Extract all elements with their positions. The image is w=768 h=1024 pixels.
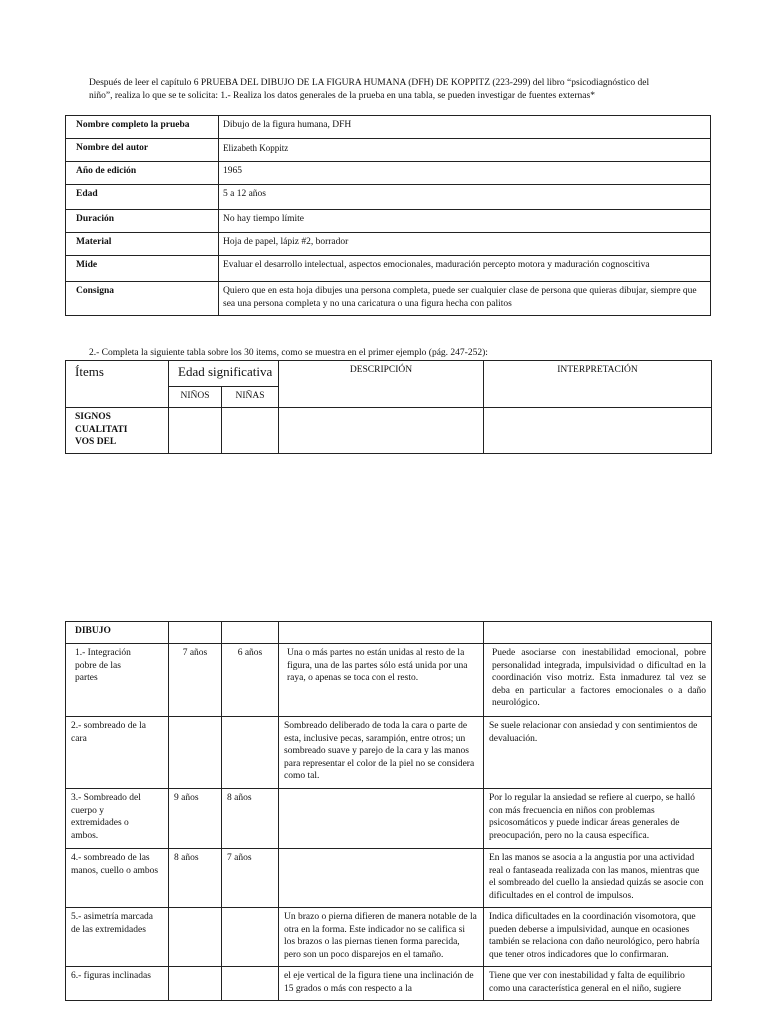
label-mide: Mide	[66, 256, 219, 282]
item-ninas	[222, 908, 279, 967]
item-name-text: 3.- Sombreado del cuerpo y extremidades o ambos.	[71, 793, 141, 841]
item-descripcion: Una o más partes no están unidas al resto de la figura, una de las partes sólo está unida por una raya, o apenas se toca con el resto.	[279, 644, 484, 717]
item-ninas: 7 años	[222, 849, 279, 908]
item-ninas	[222, 967, 279, 1001]
value-material: Hoja de papel, lápiz #2, borrador	[219, 233, 711, 256]
value-consigna: Quiero que en esta hoja dibujes una persona completa, puede ser cualquier clase de persona que quieras dibujar, siempre que sea una persona completa y no una caricatura o una figura hecha con palitos	[219, 282, 711, 316]
label-nombre-prueba: Nombre completo la prueba	[66, 116, 219, 139]
value-autor: Elizabeth Koppitz	[219, 139, 711, 162]
value-mide: Evaluar el desarrollo intelectual, aspectos emocionales, maduración percepto motora y maduración cognoscitiva	[219, 256, 711, 282]
item-ninos: 7 años	[169, 644, 222, 717]
item-ninos: 8 años	[169, 849, 222, 908]
empty-cell	[484, 622, 712, 644]
label-anio: Año de edición	[66, 162, 219, 185]
label-edad: Edad	[66, 185, 219, 210]
value-nombre-prueba: Dibujo de la figura humana, DFH	[219, 116, 711, 139]
item-name: 5.- asimetría marcada de las extremidades	[66, 908, 169, 967]
item-name-text: 1.- Integración pobre de las partes	[75, 648, 131, 683]
table-row	[66, 717, 712, 789]
empty-cell	[169, 622, 222, 644]
table-row	[66, 849, 712, 908]
value-anio: 1965	[219, 162, 711, 185]
item-interpretacion: Se suele relacionar con ansiedad y con sentimientos de devaluación.	[484, 717, 712, 789]
items-header-spacer	[66, 387, 169, 408]
item-ninos	[169, 967, 222, 1001]
empty-cell	[222, 408, 279, 454]
item-interpretacion: En las manos se asocia a la angustia por una actividad real o fantaseada realizada con las manos, mientras que el sombreado del cuello la ansiedad quizás se asocie con dificultades en el control de impulsos.	[484, 849, 712, 908]
item-ninos	[169, 717, 222, 789]
descripcion-header: DESCRIPCIÓN	[279, 361, 484, 387]
items-header: Ítems	[66, 361, 169, 387]
item-interpretacion: Puede asociarse con inestabilidad emocional, pobre personalidad integrada, impulsividad o dificultad en la coordinación viso motriz. Esta inmadurez tal vez se deba en particular a factores emocionales o a daño neurológico.	[484, 644, 712, 717]
empty-cell	[484, 408, 712, 454]
item-ninos: 9 años	[169, 789, 222, 849]
item-descripcion: Sombreado deliberado de toda la cara o parte de esta, inclusive pecas, sarampión, entre otros; un sombreado suave y parejo de la cara y las manos para representar el color de la piel no se considera como tal.	[279, 717, 484, 789]
item-ninas: 6 años	[222, 644, 279, 717]
item-descripcion: el eje vertical de la figura tiene una inclinación de 15 grados o más con respecto a la	[279, 967, 484, 1001]
label-consigna: Consigna	[66, 282, 219, 316]
interpretacion-header: INTERPRETACIÓN	[484, 361, 712, 387]
dibujo-label: DIBUJO	[66, 622, 169, 644]
general-data-table	[65, 115, 711, 316]
label-duracion: Duración	[66, 210, 219, 233]
empty-cell	[279, 622, 484, 644]
empty-cell	[169, 408, 222, 454]
item-name	[66, 789, 169, 849]
item-name: 4.- sombreado de las manos, cuello o ambos	[66, 849, 169, 908]
item-name: 2.- sombreado de la cara	[66, 717, 169, 789]
item-name	[66, 644, 169, 717]
item-name: 6.- figuras inclinadas	[66, 967, 169, 1001]
item-interpretacion: Tiene que ver con inestabilidad y falta de equilibrio como una característica general en el niño, sugiere	[484, 967, 712, 1001]
label-autor: Nombre del autor	[66, 139, 219, 162]
edad-significativa-header: Edad significativa	[169, 361, 279, 387]
instructions-text: Después de leer el capítulo 6 PRUEBA DEL DIBUJO DE LA FIGURA HUMANA (DFH) DE KOPPITZ (223-299) del libro “psicodiagnóstico del niño”, realiza lo que se te solicita: 1.- Realiza los datos generales de la prueba en una tabla, se pueden investigar de fuentes externas*	[89, 78, 650, 101]
items-table	[65, 621, 712, 1001]
item-interpretacion: Indica dificultades en la coordinación visomotora, que pueden deberse a impulsividad, aunque en ocasiones también se relaciona con daño neurológico, pero habría que tener otros indicadores que lo confirmaran.	[484, 908, 712, 967]
empty-cell	[279, 408, 484, 454]
table-row	[66, 644, 712, 717]
section-label-text: SIGNOS CUALITATI VOS DEL	[75, 412, 128, 447]
descripcion-header-spacer	[279, 387, 484, 408]
item-descripcion: Un brazo o pierna difieren de manera notable de la otra en la forma. Este indicador no se califica si los brazos o las piernas tienen forma parecida, pero son un poco disparejos en el tamaño.	[279, 908, 484, 967]
value-duracion: No hay tiempo límite	[219, 210, 711, 233]
ninas-header: NIÑAS	[222, 387, 279, 408]
item-ninos	[169, 908, 222, 967]
item-descripcion	[279, 849, 484, 908]
table-row	[66, 908, 712, 967]
table-row	[66, 967, 712, 1001]
table-row	[66, 789, 712, 849]
item-descripcion	[279, 789, 484, 849]
interpretacion-header-spacer	[484, 387, 712, 408]
items-header-table	[65, 360, 712, 454]
ninos-header: NIÑOS	[169, 387, 222, 408]
section-label	[66, 408, 169, 454]
item-ninas	[222, 717, 279, 789]
question-2-text: 2.- Completa la siguiente tabla sobre los 30 items, como se muestra en el primer ejemplo (pág. 247-252):	[89, 348, 488, 358]
value-edad: 5 a 12 años	[219, 185, 711, 210]
item-interpretacion: Por lo regular la ansiedad se refiere al cuerpo, se halló con más frecuencia en niños con problemas psicosomáticos y puede indicar áreas generales de preocupación, pero no la causa específica.	[484, 789, 712, 849]
item-ninas: 8 años	[222, 789, 279, 849]
label-material: Material	[66, 233, 219, 256]
empty-cell	[222, 622, 279, 644]
